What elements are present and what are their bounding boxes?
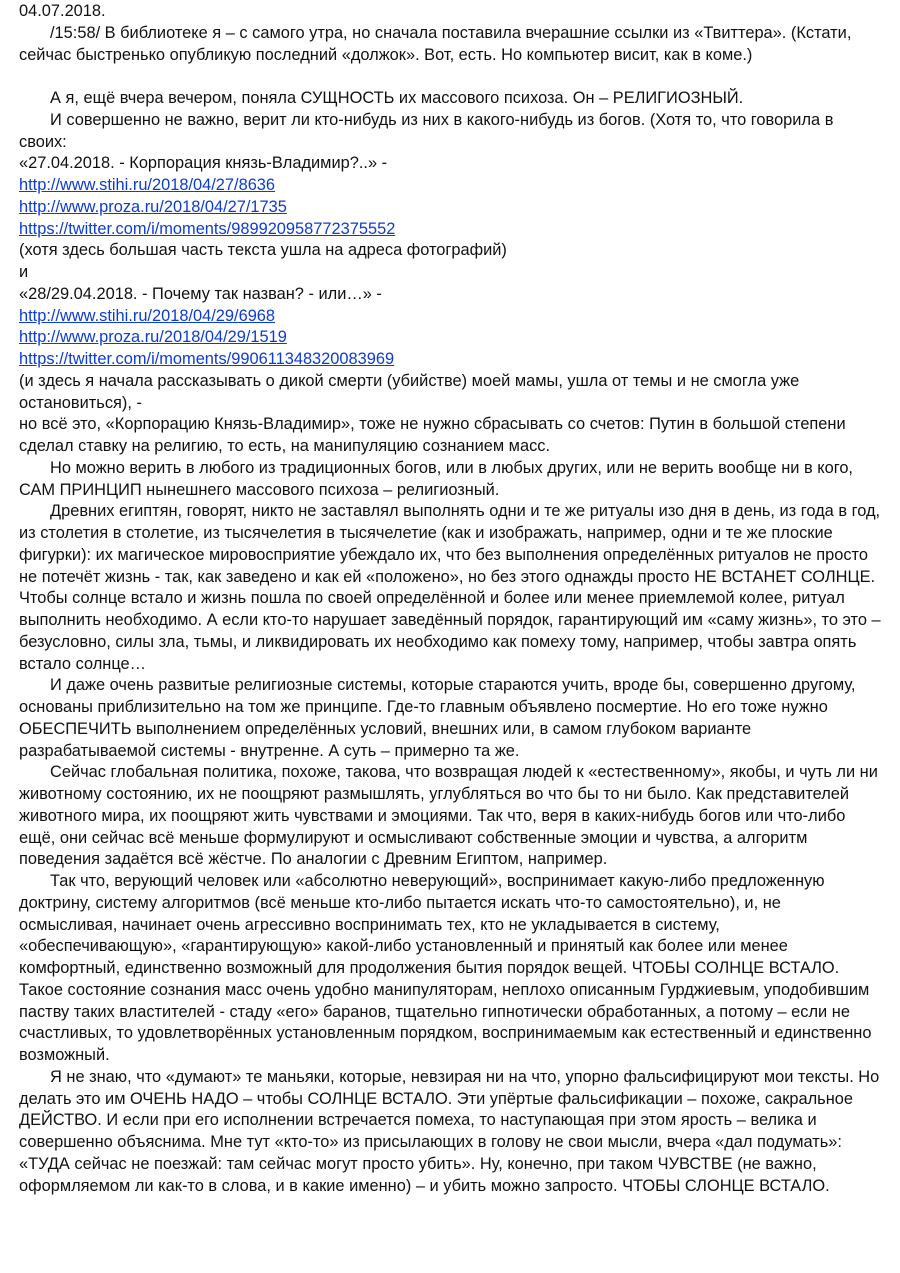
paragraph-religious-systems: И даже очень развитые религиозные системы, которые стараются учить, вроде бы, совершенно другому, основаны приблизительно на том же принципе. Где-то главным объявлено посмертие. Но его тоже нужно ОБЕСПЕЧИТЬ выполнением определённых условий, внешних или, в самом глубоком варианте разрабатываемой системы - внутренне. А суть – примерно та же. <box>19 676 856 760</box>
paragraph-global-politics: Сейчас глобальная политика, похоже, такова, что возвращая людей к «естественному», якобы, и чуть ли ни животному состоянию, их не поощряют размышлять, углубляться во что бы то ни было. Как представителей животного мира, их поощряют жить чувствами и эмоциями. Так что, веря в каких-нибудь богов или что-либо ещё, они сейчас всё меньше формулируют и осмысливают собственные эмоции и чувства, а алгоритм поведения задаётся всё жёстче. По аналогии с Древним Египтом, например. <box>19 763 878 869</box>
paragraph-believer: Так что, верующий человек или «абсолютно неверующий», воспринимает какую-либо предложенную доктрину, систему алгоритмов (всё меньше кто-либо пытается искать что-то самостоятельно), и, не осмысливая, начинает очень агрессивно воспринимать тех, кто не укладывается в систему, «обеспечивающую», «гарантирующую» какой-либо установленный и принятый как более или менее комфортный, единственно возможный для продолжения бытия порядок вещей. ЧТОБЫ СОЛНЦЕ ВСТАЛО. Такое состояние сознания масс очень удобно манипуляторам, неплохо описанным Гурджиевым, уподобившим паству таких властителей - стаду «его» баранов, тщательно гипнотически обработанных, а потому – если не счастливых, то удовлетворённых установленным порядком, воспринимаемым как естественный и единственно возможный. <box>19 872 872 1064</box>
link-twitter-1[interactable]: https://twitter.com/i/moments/989920958772375552 <box>19 219 396 238</box>
reference-note-2: (и здесь я начала рассказывать о дикой смерти (убийстве) моей мамы, ушла от темы и не смогла уже остановиться), - <box>19 371 800 412</box>
link-twitter-2[interactable]: https://twitter.com/i/moments/990611348320083969 <box>19 350 395 368</box>
paragraph-library-update: /15:58/ В библиотеке я – с самого утра, но сначала поставила вчерашние ссылки из «Твиттера». (Кстати, сейчас быстренько опубликую последний «должок». Вот, есть. Но компьютер висит, как в коме.) <box>19 23 852 64</box>
link-stihi-2[interactable]: http://www.stihi.ru/2018/04/29/6968 <box>19 306 276 325</box>
paragraph-essence: А я, ещё вчера вечером, поняла СУЩНОСТЬ их массового психоза. Он – РЕЛИГИОЗНЫЙ. <box>50 89 744 107</box>
link-proza-2[interactable]: http://www.proza.ru/2018/04/29/1519 <box>19 328 287 347</box>
paragraph-egypt: Древних египтян, говорят, никто не заставлял выполнять одни и те же ритуалы изо дня в день, из года в год, из столетия в столетие, из тысячелетия в тысячелетие (как и изображать, например, одни и те же плоские фигурки): их магическое мировосприятие убеждало их, что без выполнения определённых ритуалов не просто не потечёт жизнь - так, как заведено и как ей «положено», но без этого однажды просто НЕ ВСТАНЕТ СОЛНЦЕ. Чтобы солнце встало и жизнь пошла по своей определённой и более или менее приемлемой колее, ритуал выполнить необходимо. А если кто-то нарушает заведённый порядок, гарантирующий им «саму жизнь», то это – безусловно, силы зла, тьмы, и ликвидировать их необходимо как помеху тому, например, чтобы завтра опять встало солнце… <box>19 502 881 673</box>
link-proza-1[interactable]: http://www.proza.ru/2018/04/27/1735 <box>19 197 287 216</box>
reference-note-1: (хотя здесь большая часть текста ушла на адреса фотографий) <box>19 241 507 260</box>
paragraph-gods: И совершенно не важно, верит ли кто-нибудь из них в какого-нибудь из богов. (Хотя то, что говорила в своих: <box>19 110 834 151</box>
reference-title-1: «27.04.2018. - Корпорация князь-Владимир?..» - <box>19 154 388 173</box>
entry-date: 04.07.2018. <box>19 2 106 20</box>
paragraph-principle: Но можно верить в любого из традиционных богов, или в любых других, или не верить вообще ни в кого, САМ ПРИНЦИП нынешнего массового психоза – религиозный. <box>19 458 853 499</box>
reference-title-2: «28/29.04.2018. - Почему так назван? - или…» - <box>19 284 382 303</box>
blank-line <box>19 66 881 88</box>
conjunction: и <box>19 263 29 281</box>
link-stihi-1[interactable]: http://www.stihi.ru/2018/04/27/8636 <box>19 176 276 194</box>
document-body <box>19 0 881 1197</box>
paragraph-maniacs: Я не знаю, что «думают» те маньяки, которые, невзирая ни на что, упорно фальсифицируют мои тексты. Но делать это им ОЧЕНЬ НАДО – чтобы СОЛНЦЕ ВСТАЛО. Эти упёртые фальсификации – похоже, сакральное ДЕЙСТВО. И если при его исполнении встречается помеха, то наступающая при этом ярость – велика и совершенно объяснима. Мне тут «кто-то» из присылающих в голову не свои мысли, вчера «дал подумать»: «ТУДА сейчас не поезжай: там сейчас могут просто убить». Ну, конечно, при таком ЧУВСТВЕ (не важно, оформляемом ли как-то в слова, и в какие именно) – и убить можно запросто. ЧТОБЫ СЛОНЦЕ ВСТАЛО. <box>19 1067 880 1195</box>
paragraph-putin: но всё это, «Корпорацию Князь-Владимир», тоже не нужно сбрасывать со счетов: Путин в большой степени сделал ставку на религию, то есть, на манипуляцию сознанием масс. <box>19 415 846 455</box>
